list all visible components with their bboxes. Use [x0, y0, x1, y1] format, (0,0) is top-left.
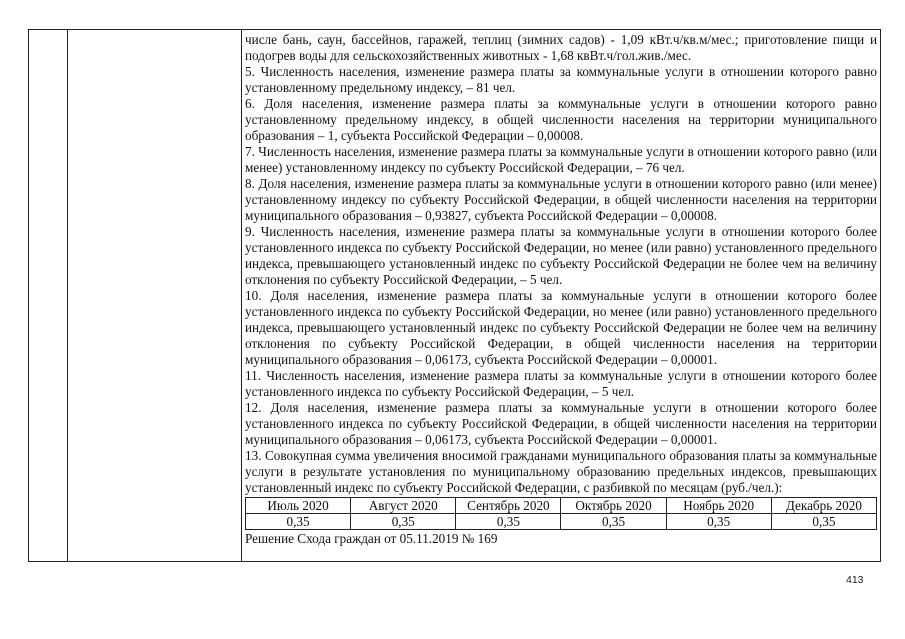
- paragraph-6: 6. Доля населения, изменение размера платы за коммунальные услуги в отношении которого равно установленному предельному индексу, в общей численности населения на территории муниципального образования – 1, субъекта Российской Федерации – 0,00008.: [245, 96, 877, 143]
- paragraph-8: 8. Доля населения, изменение размера платы за коммунальные услуги в отношении которого равно (или менее) установленному индексу по субъекту Российской Федерации, в общей численности населения на территории муниципального образования – 0,93827, субъекта Российской Федерации – 0,00008.: [245, 176, 877, 223]
- month-header: Октябрь 2020: [561, 498, 666, 514]
- paragraph-5: 5. Численность населения, изменение размера платы за коммунальные услуги в отношении которого равно установленному предельному индексу, – 81 чел.: [245, 64, 877, 95]
- month-header: Сентябрь 2020: [456, 498, 561, 514]
- decision-reference: Решение Схода граждан от 05.11.2019 № 169: [245, 531, 498, 546]
- month-value: 0,35: [561, 514, 666, 530]
- month-header: Июль 2020: [246, 498, 351, 514]
- month-header: Ноябрь 2020: [666, 498, 771, 514]
- month-value: 0,35: [771, 514, 876, 530]
- column-divider-1: [67, 30, 68, 561]
- month-value: 0,35: [246, 514, 351, 530]
- paragraph-11: 11. Численность населения, изменение размера платы за коммунальные услуги в отношении которого более установленного индекса по субъекту Российской Федерации, – 5 чел.: [245, 368, 877, 399]
- month-header: Декабрь 2020: [771, 498, 876, 514]
- column-divider-2: [241, 30, 242, 561]
- page-number: 413: [846, 574, 864, 586]
- paragraph-13: 13. Совокупная сумма увеличения вносимой гражданами муниципального образования платы за коммунальные услуги в результате установления по муниципальному образованию предельных индексов, превышающих установленный индекс по субъекту Российской Федерации, с разбивкой по месяцам (руб./чел.):: [245, 448, 877, 495]
- table-header-row: [246, 498, 877, 514]
- month-header: Август 2020: [351, 498, 456, 514]
- month-value: 0,35: [351, 514, 456, 530]
- monthly-amount-table: [245, 497, 877, 530]
- document-table-frame: [28, 29, 881, 562]
- paragraph-10: 10. Доля населения, изменение размера платы за коммунальные услуги в отношении которого более установленного индекса по субъекту Российской Федерации, но менее (или равно) установленного предельного индекса, превышающего установленный индекс по субъекту Российской Федерации не более чем на величину отклонения по субъекту Российской Федерации, в общей численности населения на территории муниципального образования – 0,06173, субъекта Российской Федерации – 0,00001.: [245, 288, 877, 367]
- month-value: 0,35: [456, 514, 561, 530]
- paragraph-continuation: числе бань, саун, бассейнов, гаражей, теплиц (зимних садов) - 1,09 кВт.ч/кв.м/мес.; приготовление пищи и подогрев воды для сельскохозяйственных животных - 1,68 квВт.ч/гол.жив./мес.: [245, 32, 877, 63]
- paragraph-12: 12. Доля населения, изменение размера платы за коммунальные услуги в отношении которого более установленного индекса по субъекту Российской Федерации, в общей численности населения на территории муниципального образования – 0,06173, субъекта Российской Федерации – 0,00001.: [245, 400, 877, 447]
- paragraph-9: 9. Численность населения, изменение размера платы за коммунальные услуги в отношении которого более установленного индекса по субъекту Российской Федерации, но менее (или равно) установленного предельного индекса, превышающего установленный индекс по субъекту Российской Федерации не более чем на величину отклонения по субъекту Российской Федерации, – 5 чел.: [245, 224, 877, 287]
- content-cell: [245, 32, 877, 547]
- paragraph-7: 7. Численность населения, изменение размера платы за коммунальные услуги в отношении которого равно (или менее) установленному индексу по субъекту Российской Федерации, – 76 чел.: [245, 144, 877, 175]
- month-value: 0,35: [666, 514, 771, 530]
- table-row: [246, 514, 877, 530]
